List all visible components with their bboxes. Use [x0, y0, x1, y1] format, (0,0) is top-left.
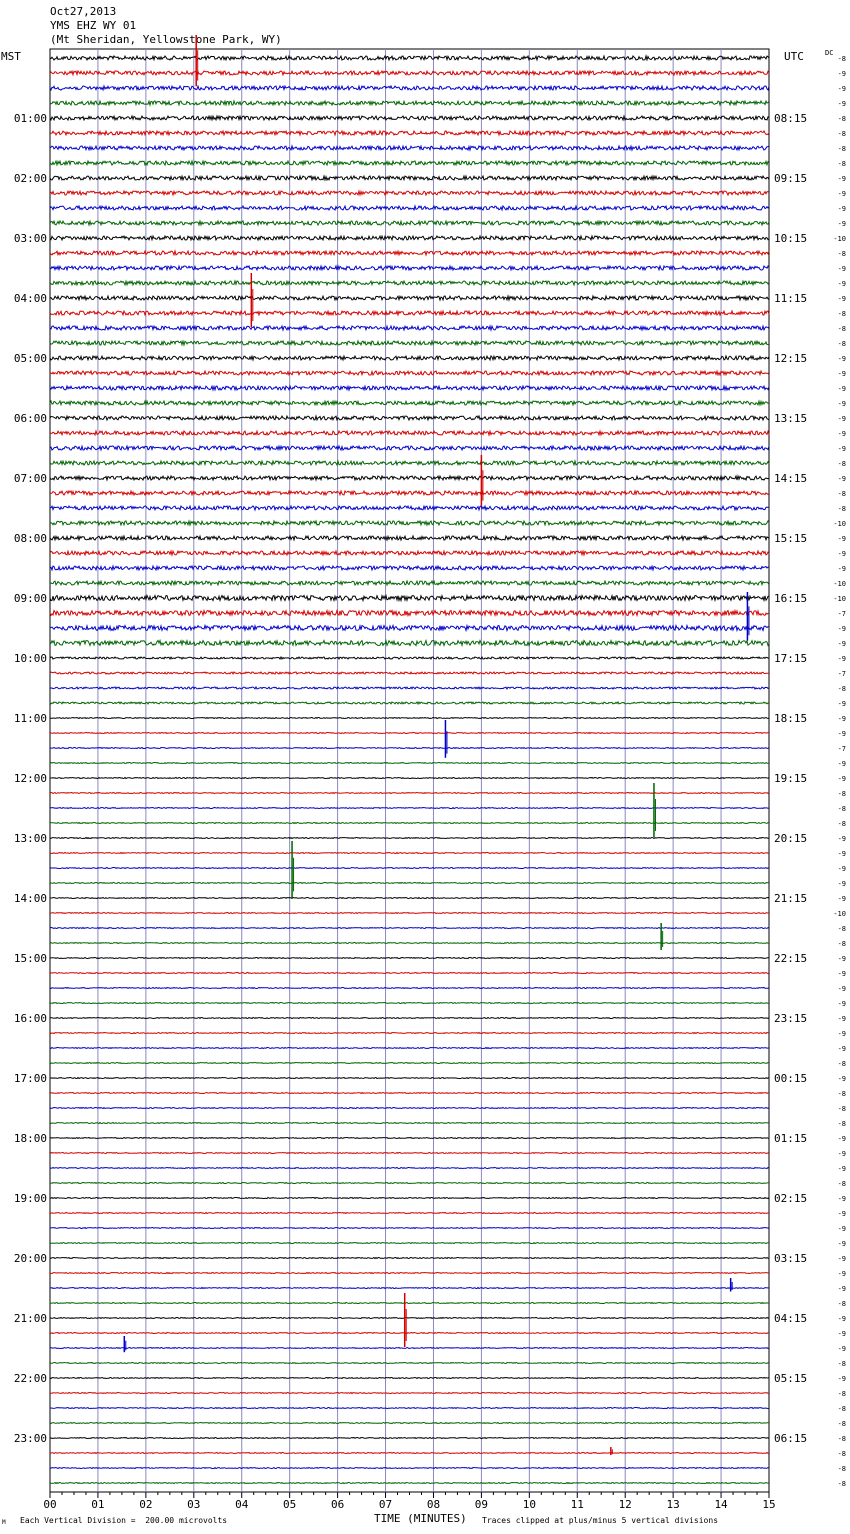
header-location: (Mt Sheridan, Yellowstone Park, WY)	[50, 33, 282, 46]
dc-offset-label: -9	[837, 1375, 846, 1383]
hour-label-utc: 21:15	[774, 892, 808, 905]
trace-line	[50, 1213, 769, 1214]
dc-offset-label: -9	[837, 190, 846, 198]
trace-line	[50, 1378, 769, 1379]
dc-offset-label: -9	[837, 880, 846, 888]
dc-offset-label: -9	[837, 730, 846, 738]
trace-line	[50, 536, 769, 540]
hour-label-utc: 22:15	[774, 952, 808, 965]
dc-offset-label: -8	[837, 805, 846, 813]
trace-line	[50, 793, 769, 794]
trace-line	[50, 1018, 769, 1019]
dc-offset-label: -9	[837, 865, 846, 873]
dc-offset-label: -9	[837, 565, 846, 573]
trace-line	[50, 748, 769, 749]
trace-line	[50, 1003, 769, 1004]
trace-line	[50, 672, 769, 674]
trace-line	[50, 281, 769, 285]
dc-offset-label: -9	[837, 475, 846, 483]
hour-label-utc: 04:15	[774, 1312, 808, 1325]
dc-offset-label: -9	[837, 370, 846, 378]
trace-line	[50, 1438, 769, 1439]
trace-line	[50, 116, 769, 120]
trace-line	[50, 1273, 769, 1274]
hour-label-mst: 04:00	[13, 292, 47, 305]
trace-line	[50, 868, 769, 869]
trace-line	[50, 1363, 769, 1364]
hour-label-mst: 11:00	[13, 712, 47, 725]
trace-line	[50, 1483, 769, 1484]
hour-label-mst: 22:00	[13, 1372, 47, 1385]
header-station: YMS EHZ WY 01	[50, 19, 137, 32]
hour-label-utc: 19:15	[774, 772, 808, 785]
hour-label-mst: 14:00	[13, 892, 47, 905]
dc-offset-label: -9	[837, 955, 846, 963]
hour-label-utc: 08:15	[774, 112, 808, 125]
trace-line	[50, 551, 769, 555]
dc-offset-label: -9	[837, 415, 846, 423]
trace-line	[50, 326, 769, 330]
x-tick-label: 14	[714, 1498, 728, 1511]
trace-line	[50, 853, 769, 854]
dc-offset-label: -8	[837, 1360, 846, 1368]
dc-offset-label: -9	[837, 775, 846, 783]
dc-offset-label: -8	[837, 1120, 846, 1128]
dc-offset-label: -9	[837, 1030, 846, 1038]
hour-label-mst: 06:00	[13, 412, 47, 425]
trace-line	[50, 1198, 769, 1199]
dc-offset-label: -8	[837, 1405, 846, 1413]
dc-offset-label: -8	[837, 1450, 846, 1458]
dc-offset-label: -8	[837, 1435, 846, 1443]
dc-offset-label: -8	[837, 145, 846, 153]
dc-offset-label: -8	[837, 250, 846, 258]
trace-line	[50, 1078, 769, 1079]
dc-offset-label: -8	[837, 160, 846, 168]
x-tick-label: 08	[426, 1498, 441, 1511]
hour-label-mst: 15:00	[13, 952, 47, 965]
trace-line	[50, 251, 769, 255]
trace-line	[50, 1093, 769, 1094]
dc-offset-label: -9	[837, 550, 846, 558]
hour-label-mst: 12:00	[13, 772, 47, 785]
trace-line	[50, 1168, 769, 1169]
trace-line	[50, 191, 769, 195]
trace-line	[50, 596, 769, 601]
trace-line	[50, 1033, 769, 1034]
x-tick-label: 00	[43, 1498, 57, 1511]
dc-offset-label: -9	[837, 1330, 846, 1338]
x-tick-label: 01	[91, 1498, 105, 1511]
dc-offset-label: -8	[837, 55, 846, 63]
trace-line	[50, 416, 769, 420]
trace-line	[50, 702, 769, 704]
plot-frame	[50, 49, 769, 1492]
hour-label-mst: 18:00	[13, 1132, 47, 1145]
hour-label-utc: 01:15	[774, 1132, 808, 1145]
dc-offset-label: -9	[837, 760, 846, 768]
trace-line	[50, 883, 769, 884]
trace-line	[50, 1333, 769, 1334]
trace-line	[50, 778, 769, 779]
x-tick-label: 07	[378, 1498, 393, 1511]
trace-line	[50, 1288, 769, 1289]
trace-line	[50, 1453, 769, 1454]
trace-line	[50, 1183, 769, 1184]
dc-offset-label: -8	[837, 1465, 846, 1473]
trace-line	[50, 823, 769, 824]
hour-label-utc: 05:15	[774, 1372, 808, 1385]
dc-offset-label: -9	[837, 205, 846, 213]
hour-label-utc: 17:15	[774, 652, 808, 665]
trace-line	[50, 838, 769, 839]
dc-offset-label: -9	[837, 850, 846, 858]
hour-label-mst: 05:00	[13, 352, 47, 365]
trace-line	[50, 311, 769, 315]
trace-line	[50, 733, 769, 734]
hour-label-utc: 18:15	[774, 712, 808, 725]
dc-offset-label: -9	[837, 1150, 846, 1158]
dc-offset-label: -9	[837, 445, 846, 453]
hour-label-mst: 23:00	[13, 1432, 47, 1445]
trace-line	[50, 146, 769, 150]
dc-offset-label: -9	[837, 1285, 846, 1293]
x-tick-label: 02	[139, 1498, 153, 1511]
dc-title: DC	[825, 49, 834, 57]
trace-line	[50, 581, 769, 585]
hour-label-utc: 13:15	[774, 412, 808, 425]
trace-line	[50, 491, 769, 495]
x-tick-label: 06	[330, 1498, 345, 1511]
trace-line	[50, 101, 769, 105]
dc-offset-label: -8	[837, 820, 846, 828]
dc-offset-label: -9	[837, 970, 846, 978]
dc-offset-label: -9	[837, 85, 846, 93]
dc-offset-label: -8	[837, 340, 846, 348]
trace-line	[50, 1423, 769, 1424]
trace-line	[50, 1393, 769, 1394]
left-axis-title: MST	[1, 50, 21, 63]
trace-line	[50, 1153, 769, 1154]
hour-label-utc: 00:15	[774, 1072, 808, 1085]
right-axis-title: UTC	[784, 50, 804, 63]
dc-offset-label: -9	[837, 1015, 846, 1023]
dc-offset-label: -8	[837, 925, 846, 933]
dc-offset-label: -8	[837, 1060, 846, 1068]
trace-line	[50, 1318, 769, 1319]
dc-offset-label: -10	[833, 595, 846, 603]
trace-line	[50, 1468, 769, 1469]
hour-label-mst: 19:00	[13, 1192, 47, 1205]
trace-line	[50, 1228, 769, 1229]
clip-note: Traces clipped at plus/minus 5 vertical divisions	[482, 1516, 719, 1525]
hour-label-mst: 02:00	[13, 172, 47, 185]
trace-line	[50, 431, 769, 435]
trace-line	[50, 446, 769, 450]
trace-line	[50, 86, 769, 90]
trace-line	[50, 718, 769, 719]
x-tick-label: 03	[187, 1498, 201, 1511]
trace-line	[50, 1138, 769, 1139]
dc-offset-label: -7	[837, 670, 846, 678]
trace-line	[50, 958, 769, 959]
x-tick-label: 11	[570, 1498, 584, 1511]
hour-label-utc: 15:15	[774, 532, 808, 545]
dc-offset-label: -10	[833, 580, 846, 588]
trace-line	[50, 476, 769, 480]
x-tick-label: 10	[522, 1498, 536, 1511]
dc-offset-label: -9	[837, 1000, 846, 1008]
trace-line	[50, 206, 769, 210]
dc-offset-label: -9	[837, 1045, 846, 1053]
hour-label-utc: 20:15	[774, 832, 808, 845]
x-tick-label: 05	[283, 1498, 297, 1511]
dc-offset-label: -9	[837, 655, 846, 663]
dc-offset-label: -9	[837, 1255, 846, 1263]
dc-offset-label: -8	[837, 1420, 846, 1428]
trace-line	[50, 386, 769, 390]
dc-offset-label: -9	[837, 175, 846, 183]
x-tick-label: 04	[235, 1498, 249, 1511]
trace-line	[50, 1243, 769, 1244]
dc-offset-label: -8	[837, 1480, 846, 1488]
trace-line	[50, 1108, 769, 1109]
trace-line	[50, 266, 769, 270]
dc-offset-label: -9	[837, 295, 846, 303]
trace-line	[50, 461, 769, 465]
trace-line	[50, 161, 769, 165]
dc-offset-label: -9	[837, 985, 846, 993]
trace-line	[50, 1408, 769, 1409]
trace-line	[50, 221, 769, 225]
trace-line	[50, 808, 769, 809]
trace-line	[50, 71, 769, 75]
trace-line	[50, 506, 769, 510]
hour-label-mst: 20:00	[13, 1252, 47, 1265]
dc-offset-label: -9	[837, 100, 846, 108]
dc-offset-label: -9	[837, 280, 846, 288]
hour-label-mst: 07:00	[13, 472, 47, 485]
scale-note: Each Vertical Division = 200.00 microvolts	[20, 1516, 228, 1525]
hour-label-mst: 13:00	[13, 832, 47, 845]
dc-offset-label: -8	[837, 940, 846, 948]
x-tick-label: 13	[666, 1498, 680, 1511]
dc-offset-label: -8	[837, 490, 846, 498]
trace-line	[50, 371, 769, 375]
trace-line	[50, 988, 769, 989]
trace-line	[50, 1048, 769, 1049]
hour-label-mst: 01:00	[13, 112, 47, 125]
dc-offset-label: -9	[837, 1225, 846, 1233]
trace-line	[50, 521, 769, 525]
dc-offset-label: -8	[837, 505, 846, 513]
hour-label-utc: 11:15	[774, 292, 808, 305]
dc-offset-label: -9	[837, 895, 846, 903]
dc-offset-label: -8	[837, 1105, 846, 1113]
dc-offset-label: -10	[833, 910, 846, 918]
trace-line	[50, 687, 769, 689]
trace-line	[50, 1123, 769, 1124]
hour-label-utc: 06:15	[774, 1432, 808, 1445]
hour-label-utc: 16:15	[774, 592, 808, 605]
trace-line	[50, 341, 769, 345]
hour-label-utc: 03:15	[774, 1252, 808, 1265]
dc-offset-label: -8	[837, 310, 846, 318]
trace-line	[50, 898, 769, 899]
dc-offset-label: -8	[837, 1090, 846, 1098]
dc-offset-label: -8	[837, 685, 846, 693]
dc-offset-label: -8	[837, 1300, 846, 1308]
trace-line	[50, 296, 769, 300]
dc-offset-label: -9	[837, 700, 846, 708]
trace-line	[50, 356, 769, 360]
trace-line	[50, 566, 769, 570]
dc-offset-label: -9	[837, 835, 846, 843]
trace-line	[50, 131, 769, 135]
dc-offset-label: -10	[833, 235, 846, 243]
dc-offset-label: -8	[837, 130, 846, 138]
hour-label-utc: 23:15	[774, 1012, 808, 1025]
dc-offset-label: -9	[837, 1165, 846, 1173]
dc-offset-label: -9	[837, 1240, 846, 1248]
x-tick-label: 12	[618, 1498, 632, 1511]
dc-offset-label: -9	[837, 265, 846, 273]
dc-offset-label: -7	[837, 610, 846, 618]
dc-offset-label: -9	[837, 1270, 846, 1278]
dc-offset-label: -8	[837, 325, 846, 333]
trace-line	[50, 626, 769, 631]
hour-label-mst: 16:00	[13, 1012, 47, 1025]
dc-offset-label: -9	[837, 400, 846, 408]
dc-offset-label: -9	[837, 385, 846, 393]
dc-offset-label: -9	[837, 1135, 846, 1143]
dc-offset-label: -9	[837, 1315, 846, 1323]
trace-line	[50, 236, 769, 240]
dc-offset-label: -8	[837, 115, 846, 123]
trace-line	[50, 1258, 769, 1259]
x-axis-title: TIME (MINUTES)	[374, 1512, 467, 1525]
dc-offset-label: -9	[837, 640, 846, 648]
trace-line	[50, 763, 769, 764]
dc-offset-label: -9	[837, 1210, 846, 1218]
dc-offset-label: -8	[837, 1390, 846, 1398]
trace-line	[50, 641, 769, 646]
hour-label-mst: 17:00	[13, 1072, 47, 1085]
x-tick-label: 15	[762, 1498, 776, 1511]
dc-offset-label: -9	[837, 1345, 846, 1353]
dc-offset-label: -8	[837, 460, 846, 468]
hour-label-mst: 08:00	[13, 532, 47, 545]
trace-line	[50, 1303, 769, 1304]
hour-label-mst: 03:00	[13, 232, 47, 245]
hour-label-utc: 12:15	[774, 352, 808, 365]
dc-offset-label: -9	[837, 355, 846, 363]
trace-line	[50, 611, 769, 616]
dc-offset-label: -8	[837, 1180, 846, 1188]
trace-line	[50, 973, 769, 974]
dc-offset-label: -8	[837, 790, 846, 798]
trace-line	[50, 657, 769, 659]
corner-mark: M	[2, 1519, 6, 1526]
trace-line	[50, 56, 769, 60]
hour-label-utc: 09:15	[774, 172, 808, 185]
hour-label-utc: 02:15	[774, 1192, 808, 1205]
trace-line	[50, 176, 769, 180]
dc-offset-label: -9	[837, 625, 846, 633]
dc-offset-label: -10	[833, 520, 846, 528]
hour-label-utc: 14:15	[774, 472, 808, 485]
hour-label-mst: 09:00	[13, 592, 47, 605]
x-tick-label: 09	[474, 1498, 489, 1511]
dc-offset-label: -9	[837, 1075, 846, 1083]
dc-offset-label: -9	[837, 535, 846, 543]
dc-offset-label: -9	[837, 430, 846, 438]
dc-offset-label: -9	[837, 1195, 846, 1203]
trace-line	[50, 913, 769, 914]
dc-offset-label: -9	[837, 220, 846, 228]
header-date: Oct27,2013	[50, 5, 117, 18]
hour-label-mst: 21:00	[13, 1312, 47, 1325]
dc-offset-label: -9	[837, 715, 846, 723]
hour-label-utc: 10:15	[774, 232, 808, 245]
dc-offset-label: -7	[837, 745, 846, 753]
trace-line	[50, 401, 769, 405]
trace-line	[50, 1348, 769, 1349]
trace-line	[50, 1063, 769, 1064]
dc-offset-label: -9	[837, 70, 846, 78]
hour-label-mst: 10:00	[13, 652, 47, 665]
